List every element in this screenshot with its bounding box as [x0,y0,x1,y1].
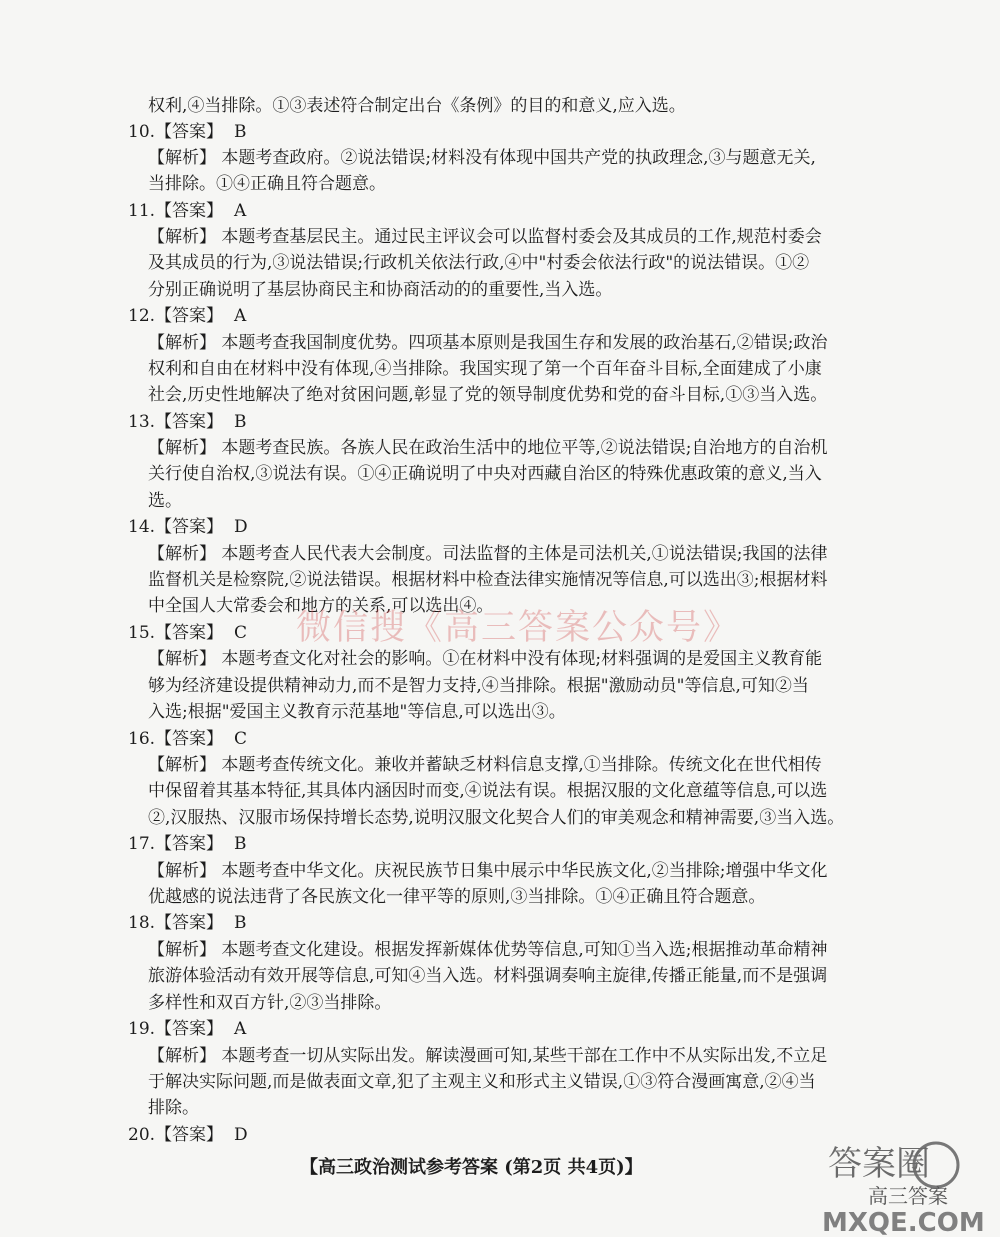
text-line: 社会,历史性地解决了绝对贫困问题,彰显了党的领导制度优势和党的奋斗目标,①③当入选。 [148,385,828,405]
text-line: 排除。 [148,1098,199,1118]
answer-value: D [234,517,248,537]
text-line: 够为经济建设提供精神动力,而不是智力支持,④当排除。根据"激励动员"等信息,可知②当 [148,676,809,696]
text-line: 【解析】 本题考查我国制度优势。四项基本原则是我国生存和发展的政治基石,②错误;政治 [148,333,828,353]
text-line: 【解析】 本题考查人民代表大会制度。司法监督的主体是司法机关,①说法错误;我国的法律 [148,544,828,564]
text-line: 中保留着其基本特征,其具体内涵因时而变,④说法有误。根据汉服的文化意蕴等信息,可以选 [148,781,828,801]
text-line: 【解析】 本题考查传统文化。兼收并蓄缺乏材料信息支撑,①当排除。传统文化在世代相传 [148,755,822,775]
text-line: 选。 [148,491,182,511]
answer-label: 17.【答案】 [128,834,224,854]
answer-label: 12.【答案】 [128,306,224,326]
text-line: 多样性和双百方针,②③当排除。 [148,993,392,1013]
answer-value: C [234,623,248,643]
text-line: 【解析】 本题考查政府。②说法错误;材料没有体现中国共产党的执政理念,③与题意无关, [148,148,816,168]
text-line: 监督机关是检察院,②说法错误。根据材料中检查法律实施情况等信息,可以选出③;根据材料 [148,570,828,590]
answer-value: C [234,729,248,749]
answer-value: B [234,834,247,854]
answer-value: B [234,122,247,142]
answer-label: 16.【答案】 [128,729,224,749]
text-line: 权利,④当排除。①③表述符合制定出台《条例》的目的和意义,应入选。 [148,96,686,116]
answer-value: B [234,412,247,432]
text-line: 于解决实际问题,而是做表面文章,犯了主观主义和形式主义错误,①③符合漫画寓意,②④当 [148,1072,816,1092]
text-line: 关行使自治权,③说法有误。①④正确说明了中央对西藏自治区的特殊优惠政策的意义,当入 [148,464,822,484]
answer-label: 10.【答案】 [128,122,224,142]
answer-label: 13.【答案】 [128,412,224,432]
text-line: ②,汉服热、汉服市场保持增长态势,说明汉服文化契合人们的审美观念和精神需要,③当入选。 [148,808,845,828]
answer-label: 14.【答案】 [128,517,224,537]
text-line: 及其成员的行为,③说法错误;行政机关依法行政,④中"村委会依法行政"的说法错误。①② [148,253,810,273]
text-line: 【解析】 本题考查文化对社会的影响。①在材料中没有体现;材料强调的是爱国主义教育能 [148,649,823,669]
answer-value: A [234,1019,247,1039]
text-line: 【解析】 本题考查中华文化。庆祝民族节日集中展示中华民族文化,②当排除;增强中华文化 [148,861,828,881]
logo-main-text: 答案圈 [828,1144,930,1184]
text-line: 【解析】 本题考查一切从实际出发。解读漫画可知,某些干部在工作中不从实际出发,不立足 [148,1046,828,1066]
text-line: 入选;根据"爱国主义教育示范基地"等信息,可以选出③。 [148,702,566,722]
text-line: 权利和自由在材料中没有体现,④当排除。我国实现了第一个百年奋斗目标,全面建成了小康 [148,359,822,379]
text-line: 分别正确说明了基层协商民主和协商活动的的重要性,当入选。 [148,280,613,300]
answer-label: 15.【答案】 [128,623,224,643]
watermark-text: 微信搜《高三答案公众号》 [296,608,741,648]
text-line: 【解析】 本题考查基层民主。通过民主评议会可以监督村委会及其成员的工作,规范村委会 [148,227,822,247]
page-footer: 【高三政治测试参考答案 (第2页 共4页)】 [300,1157,643,1178]
answer-label: 11.【答案】 [128,201,224,221]
logo-domain-text: MXQE.COM [822,1208,985,1235]
text-line: 中全国人大常委会和地方的关系,可以选出④。 [148,596,494,616]
site-logo [818,1135,988,1235]
answer-value: A [234,306,247,326]
text-line: 当排除。①④正确且符合题意。 [148,174,386,194]
answer-value: B [234,913,247,933]
answer-label: 18.【答案】 [128,913,224,933]
answer-label: 20.【答案】 [128,1125,224,1145]
text-line: 优越感的说法违背了各民族文化一律平等的原则,③当排除。①④正确且符合题意。 [148,887,766,907]
text-line: 【解析】 本题考查民族。各族人民在政治生活中的地位平等,②说法错误;自治地方的自治机 [148,438,828,458]
answer-value: D [234,1125,248,1145]
logo-sub-text: 高三答案 [868,1184,948,1208]
answer-label: 19.【答案】 [128,1019,224,1039]
answer-value: A [234,201,247,221]
text-line: 旅游体验活动有效开展等信息,可知④当入选。材料强调奏响主旋律,传播正能量,而不是强调 [148,966,828,986]
text-line: 【解析】 本题考查文化建设。根据发挥新媒体优势等信息,可知①当入选;根据推动革命精神 [148,940,828,960]
